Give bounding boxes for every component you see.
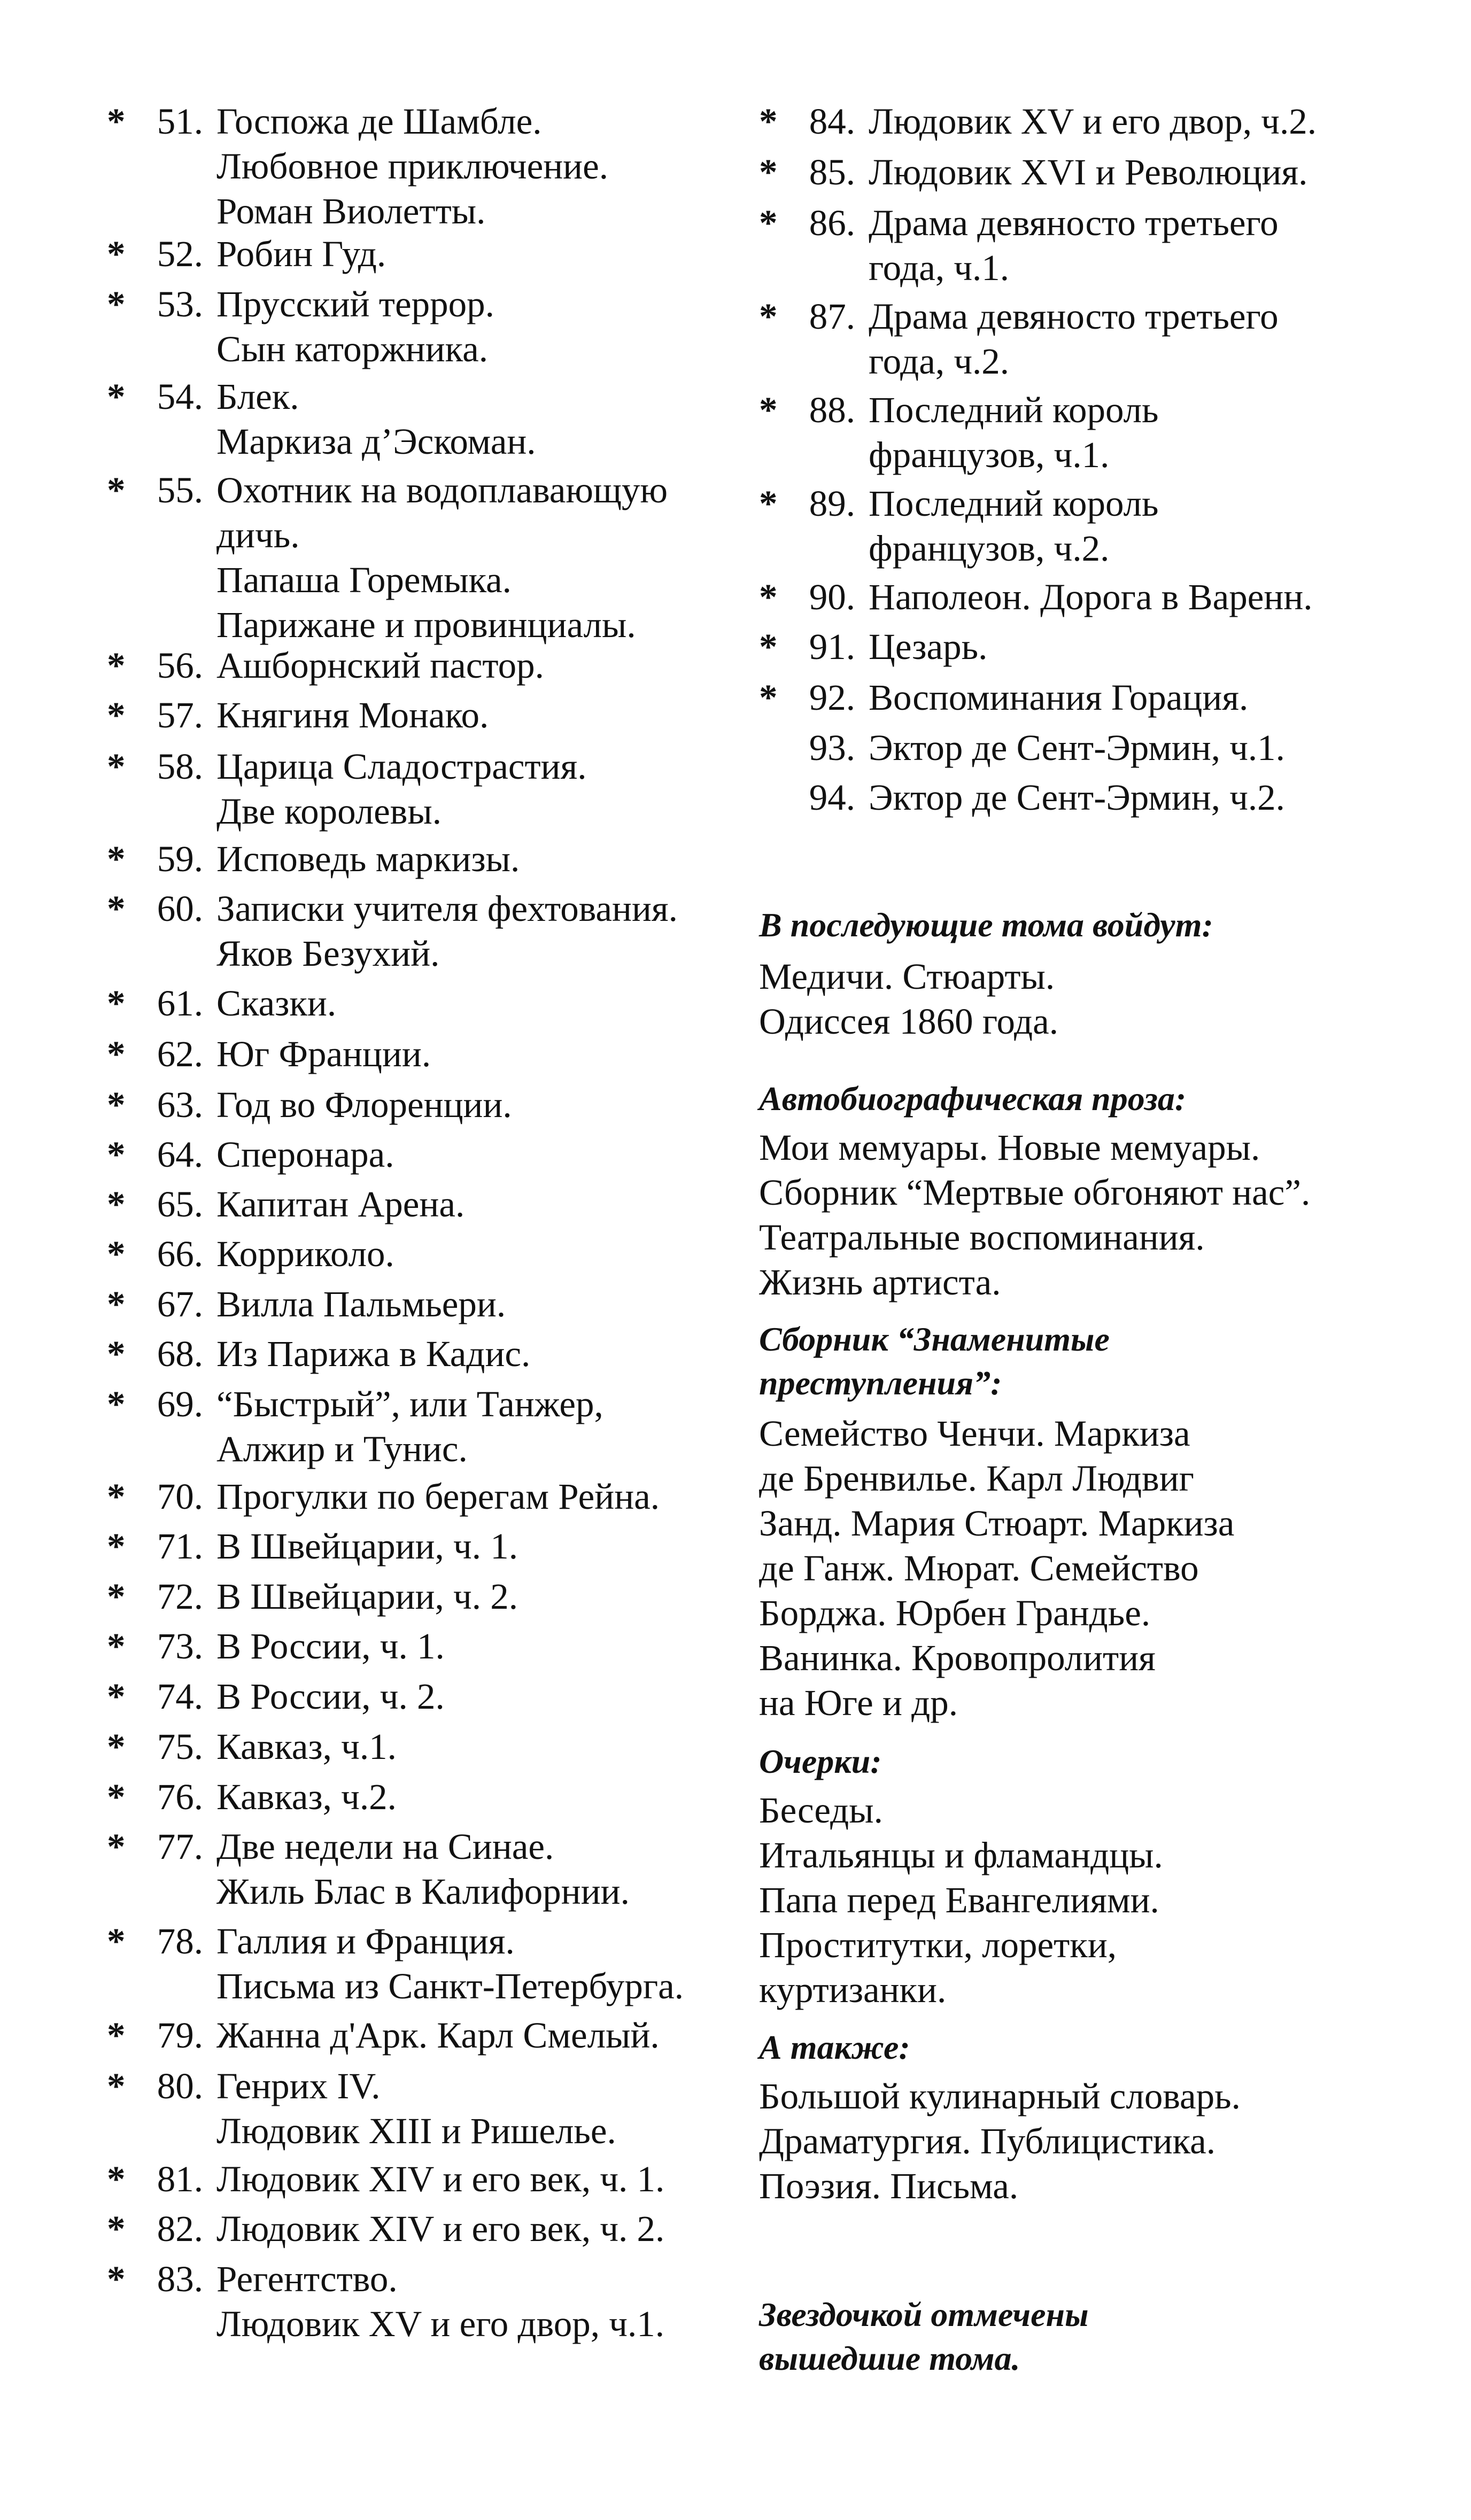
volume-title: Охотник на водоплавающую дичь. Папаша Горемыка. Парижане и провинциалы.: [216, 470, 668, 645]
volume-number: 67.: [157, 1284, 203, 1324]
published-mark: *: [759, 203, 778, 243]
published-mark: *: [107, 1826, 126, 1867]
section-text: Большой кулинарный словарь. Драматургия. Публицистика. Поэзия. Письма.: [759, 2076, 1241, 2206]
published-mark: *: [759, 152, 778, 192]
volume-title: Людовик XIV и его век, ч. 2.: [216, 2208, 665, 2249]
volume-title: Княгиня Монако.: [216, 695, 489, 735]
section-heading: Сборник “Знаменитые преступления”:: [759, 1320, 1110, 1402]
published-mark: *: [107, 1234, 126, 1274]
section-text: Медичи. Стюарты. Одиссея 1860 года.: [759, 956, 1058, 1042]
published-mark: *: [107, 888, 126, 929]
volume-title: В России, ч. 1.: [216, 1626, 445, 1666]
published-mark: *: [107, 2159, 126, 2199]
volume-number: 82.: [157, 2208, 203, 2249]
published-mark: *: [107, 2208, 126, 2249]
section-heading: А также:: [759, 2028, 910, 2066]
volume-title: Людовик XVI и Революция.: [869, 152, 1308, 192]
volume-title: Драма девяносто третьего года, ч.1.: [869, 203, 1279, 288]
published-mark: *: [107, 746, 126, 787]
volume-title: Прусский террор. Сын каторжника.: [216, 284, 494, 369]
volume-number: 74.: [157, 1676, 203, 1717]
section-heading: Очерки:: [759, 1742, 882, 1780]
published-mark: *: [107, 1921, 126, 1961]
volume-title: Людовик XV и его двор, ч.2.: [869, 101, 1317, 142]
volume-number: 55.: [157, 470, 203, 510]
volume-number: 73.: [157, 1626, 203, 1666]
published-mark: *: [107, 1084, 126, 1125]
volume-number: 94.: [809, 777, 855, 818]
published-mark: *: [107, 376, 126, 417]
published-mark: *: [107, 284, 126, 324]
volume-title: “Быстрый”, или Танжер, Алжир и Тунис.: [216, 1384, 603, 1469]
volume-number: 52.: [157, 234, 203, 274]
volume-title: В Швейцарии, ч. 2.: [216, 1576, 518, 1617]
volume-title: Последний король французов, ч.2.: [869, 483, 1159, 569]
published-mark: *: [107, 2066, 126, 2106]
volume-number: 84.: [809, 101, 855, 142]
published-mark: *: [107, 2259, 126, 2299]
volume-title: Драма девяносто третьего года, ч.2.: [869, 296, 1279, 382]
volume-number: 92.: [809, 677, 855, 718]
published-mark: *: [759, 101, 778, 142]
volume-number: 78.: [157, 1921, 203, 1961]
volume-title: Исповедь маркизы.: [216, 839, 520, 879]
volume-title: Капитан Арена.: [216, 1184, 465, 1224]
volume-title: Кавказ, ч.2.: [216, 1777, 397, 1817]
volume-title: Эктор де Сент-Эрмин, ч.2.: [869, 777, 1285, 818]
published-mark: *: [107, 101, 126, 142]
published-mark: *: [759, 626, 778, 667]
volume-number: 54.: [157, 376, 203, 417]
volume-number: 63.: [157, 1084, 203, 1125]
section-text: Беседы. Итальянцы и фламандцы. Папа перед Евангелиями. Проститутки, лоретки, куртизанки.: [759, 1790, 1163, 2010]
volume-number: 77.: [157, 1826, 203, 1867]
published-mark: *: [759, 577, 778, 617]
volume-title: Две недели на Синае. Жиль Блас в Калифорнии.: [216, 1826, 630, 1912]
volume-number: 70.: [157, 1476, 203, 1517]
published-mark: *: [107, 839, 126, 879]
volume-number: 80.: [157, 2066, 203, 2106]
volume-title: Галлия и Франция. Письма из Санкт-Петербурга.: [216, 1921, 684, 2006]
section-heading: Автобиографическая проза:: [759, 1080, 1187, 1118]
volume-number: 87.: [809, 296, 855, 337]
volume-number: 65.: [157, 1184, 203, 1224]
volume-title: Жанна д'Арк. Карл Смелый.: [216, 2015, 660, 2056]
published-mark: *: [107, 1284, 126, 1324]
published-mark: *: [107, 1626, 126, 1666]
published-mark: *: [107, 1576, 126, 1617]
published-mark: *: [107, 1676, 126, 1717]
published-mark: *: [107, 1777, 126, 1817]
volume-title: Вилла Пальмьери.: [216, 1284, 506, 1324]
published-mark: *: [107, 1333, 126, 1374]
volume-number: 83.: [157, 2259, 203, 2299]
volume-title: Сказки.: [216, 983, 337, 1023]
volume-title: Корриколо.: [216, 1234, 394, 1274]
volume-number: 68.: [157, 1333, 203, 1374]
volume-number: 72.: [157, 1576, 203, 1617]
volume-number: 51.: [157, 101, 203, 142]
volume-title: Из Парижа в Кадис.: [216, 1333, 531, 1374]
published-mark: *: [107, 2015, 126, 2056]
volume-number: 93.: [809, 727, 855, 768]
volume-number: 57.: [157, 695, 203, 735]
volume-number: 59.: [157, 839, 203, 879]
volume-title: Цезарь.: [869, 626, 988, 667]
volume-number: 71.: [157, 1526, 203, 1567]
published-mark: *: [107, 1384, 126, 1424]
volume-title: Робин Гуд.: [216, 234, 386, 274]
volume-title: Сперонара.: [216, 1134, 394, 1175]
volume-title: Год во Флоренции.: [216, 1084, 512, 1125]
published-mark: *: [759, 390, 778, 430]
published-mark: *: [107, 234, 126, 274]
volume-number: 86.: [809, 203, 855, 243]
volume-title: Людовик XIV и его век, ч. 1.: [216, 2159, 665, 2199]
volume-title: Воспоминания Горация.: [869, 677, 1249, 718]
volume-number: 66.: [157, 1234, 203, 1274]
volume-number: 58.: [157, 746, 203, 787]
published-mark: *: [759, 296, 778, 337]
volume-number: 62.: [157, 1034, 203, 1074]
volume-number: 88.: [809, 390, 855, 430]
section-text: Семейство Ченчи. Маркиза де Бренвилье. Карл Людвиг Занд. Мария Стюарт. Маркиза де Ганж. Мюрат. Семейство Борджа. Юрбен Грандье. Ванинка. Кровопролития на Юге и др.: [759, 1413, 1235, 1723]
volume-title: Последний король французов, ч.1.: [869, 390, 1159, 475]
volume-title: Генрих IV. Людовик XIII и Ришелье.: [216, 2066, 616, 2151]
published-mark: *: [107, 1726, 126, 1767]
volume-title: Кавказ, ч.1.: [216, 1726, 397, 1767]
published-mark: *: [107, 1476, 126, 1517]
published-mark: *: [759, 677, 778, 718]
volume-number: 91.: [809, 626, 855, 667]
volume-title: Эктор де Сент-Эрмин, ч.1.: [869, 727, 1285, 768]
volume-title: Царица Сладострастия. Две королевы.: [216, 746, 587, 832]
published-mark: *: [107, 695, 126, 735]
volume-number: 56.: [157, 645, 203, 686]
volume-title: В России, ч. 2.: [216, 1676, 445, 1717]
volume-number: 85.: [809, 152, 855, 192]
volume-title: Прогулки по берегам Рейна.: [216, 1476, 660, 1517]
volume-number: 79.: [157, 2015, 203, 2056]
published-mark: *: [107, 983, 126, 1023]
published-mark: *: [107, 1134, 126, 1175]
volume-title: Ашборнский пастор.: [216, 645, 544, 686]
volume-number: 61.: [157, 983, 203, 1023]
published-mark: *: [107, 1034, 126, 1074]
volume-number: 75.: [157, 1726, 203, 1767]
volume-number: 76.: [157, 1777, 203, 1817]
volume-title: Регентство. Людовик XV и его двор, ч.1.: [216, 2259, 664, 2344]
volume-title: Госпожа де Шамбле. Любовное приключение. Роман Виолетты.: [216, 101, 608, 231]
volume-title: Юг Франции.: [216, 1034, 431, 1074]
volume-number: 89.: [809, 483, 855, 524]
volume-number: 90.: [809, 577, 855, 617]
published-mark: *: [107, 645, 126, 686]
volume-number: 81.: [157, 2159, 203, 2199]
published-mark: *: [107, 1526, 126, 1567]
volume-title: В Швейцарии, ч. 1.: [216, 1526, 518, 1567]
published-mark: *: [107, 1184, 126, 1224]
section-heading: В последующие тома войдут:: [759, 906, 1213, 944]
volume-title: Блек. Маркиза д’Эскоман.: [216, 376, 536, 462]
volume-number: 64.: [157, 1134, 203, 1175]
footnote: Звездочкой отмечены вышедшие тома.: [759, 2296, 1089, 2377]
volume-title: Записки учителя фехтования. Яков Безухий.: [216, 888, 678, 974]
volume-title: Наполеон. Дорога в Варенн.: [869, 577, 1313, 617]
volume-number: 69.: [157, 1384, 203, 1424]
published-mark: *: [107, 470, 126, 510]
volume-number: 60.: [157, 888, 203, 929]
section-text: Мои мемуары. Новые мемуары. Сборник “Мертвые обгоняют нас”. Театральные воспоминания. Жизнь артиста.: [759, 1127, 1311, 1302]
published-mark: *: [759, 483, 778, 524]
volume-number: 53.: [157, 284, 203, 324]
